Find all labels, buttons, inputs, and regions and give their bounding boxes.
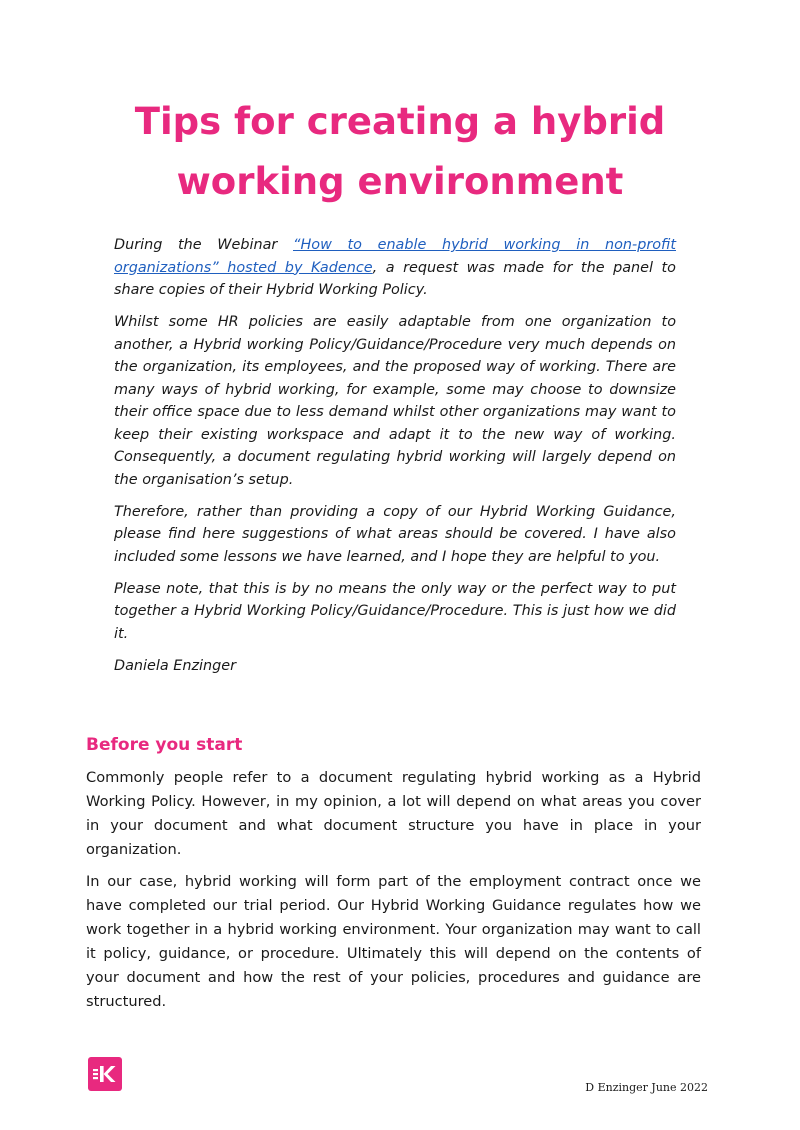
intro-paragraph-4: Please note, that this is by no means the only way or the perfect way to put together a Hybrid Working Policy/Guidance/Procedure. This is just how we did it. <box>114 580 676 642</box>
intro-paragraph-1 <box>114 234 676 302</box>
intro-paragraph-3: Therefore, rather than providing a copy of our Hybrid Working Guidance, please find here suggestions of what areas should be covered. I have also included some lessons we have learned, and I hope they are helpful to you. <box>114 503 676 565</box>
footer-text: D Enzinger June 2022 <box>585 1081 708 1094</box>
intro-paragraph-2: Whilst some HR policies are easily adaptable from one organization to another, a Hybrid working Policy/Guidance/Procedure very much depends on the organization, its employees, and the proposed way of working. There are many ways of hybrid working, for example, some may choose to downsize their office space due to less demand whilst other organizations may want to keep their existing workspace and adapt it to the new way of working. Consequently, a document regulating hybrid working will largely depend on the organisation’s setup. <box>114 314 676 488</box>
signature: Daniela Enzinger <box>114 657 237 674</box>
section-paragraph-2: In our case, hybrid working will form part of the employment contract once we have completed our trial period. Our Hybrid Working Guidance regulates how we work together in a hybrid working environment. Your organization may want to call it policy, guidance, or procedure. Ultimately this will depend on the contents of your document and how the rest of your policies, procedures and guidance are structured. <box>86 873 701 1010</box>
section-heading: Before you start <box>86 735 243 755</box>
section-body <box>86 766 701 1022</box>
intro-section <box>114 234 676 687</box>
section-paragraph-1: Commonly people refer to a document regulating hybrid working as a Hybrid Working Policy. However, in my opinion, a lot will depend on what areas you cover in your document and what document structure you have in place in your organization. <box>86 769 701 858</box>
intro-p1-suffix: , a request was made for the panel to share copies of their Hybrid Working Policy. <box>114 259 676 298</box>
kadence-logo-icon <box>88 1057 122 1091</box>
page-title <box>0 92 800 212</box>
intro-p1-prefix: During the Webinar <box>114 237 293 253</box>
page-title-line-1: Tips for creating a hybrid <box>134 100 666 143</box>
webinar-link[interactable]: “How to enable hybrid working in non-profit organizations” hosted by Kadence <box>114 237 676 276</box>
page-title-line-2: working environment <box>176 160 624 203</box>
